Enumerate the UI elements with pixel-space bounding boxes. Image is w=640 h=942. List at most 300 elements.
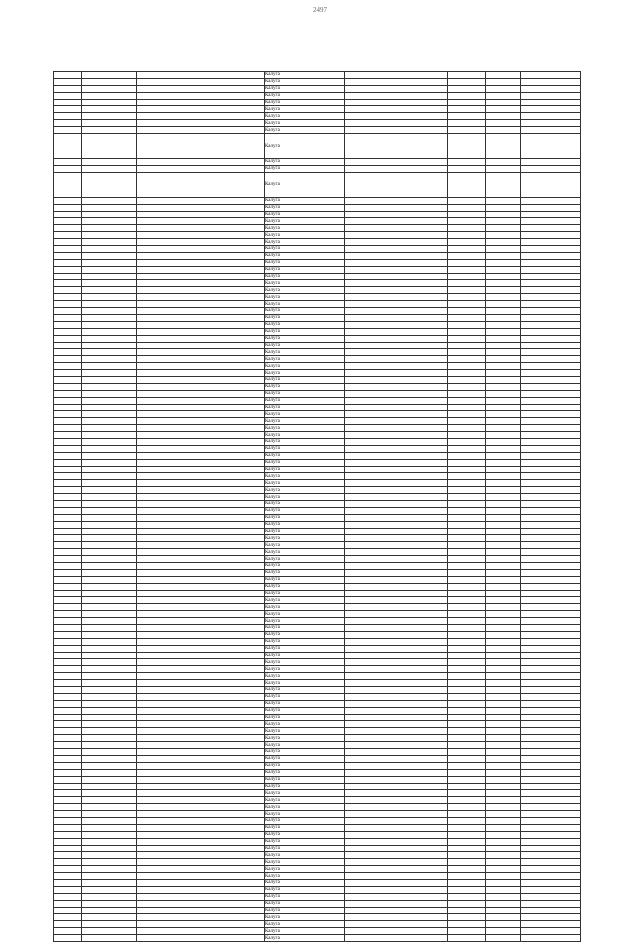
table-cell xyxy=(486,328,521,335)
table-cell xyxy=(54,411,82,418)
table-row xyxy=(54,404,581,411)
table-cell xyxy=(448,425,486,432)
table-cell xyxy=(345,521,448,528)
table-cell xyxy=(345,301,448,308)
table-cell xyxy=(54,859,82,866)
table-cell xyxy=(521,769,581,776)
table-row xyxy=(54,78,581,85)
table-cell xyxy=(82,246,137,253)
table-cell xyxy=(521,866,581,873)
table-cell xyxy=(54,811,82,818)
table-cell xyxy=(54,127,82,134)
table-cell xyxy=(345,638,448,645)
table-cell xyxy=(82,859,137,866)
table-cell xyxy=(486,742,521,749)
table-cell: Калуга xyxy=(265,266,345,273)
table-cell xyxy=(54,211,82,218)
table-cell xyxy=(345,618,448,625)
table-cell xyxy=(486,804,521,811)
table-cell xyxy=(448,714,486,721)
table-row xyxy=(54,459,581,466)
table-cell xyxy=(82,363,137,370)
table-cell xyxy=(82,390,137,397)
table-cell xyxy=(345,314,448,321)
table-cell xyxy=(54,321,82,328)
table-cell xyxy=(521,204,581,211)
table-cell xyxy=(345,113,448,120)
table-cell xyxy=(137,721,265,728)
table-cell xyxy=(521,859,581,866)
table-row xyxy=(54,494,581,501)
table-cell xyxy=(137,404,265,411)
table-cell: Калуга xyxy=(265,666,345,673)
table-cell xyxy=(486,687,521,694)
table-cell xyxy=(82,159,137,166)
table-cell xyxy=(82,687,137,694)
table-cell xyxy=(54,590,82,597)
table-cell xyxy=(54,85,82,92)
table-cell: Калуга xyxy=(265,252,345,259)
table-cell xyxy=(345,631,448,638)
table-cell xyxy=(54,762,82,769)
table-cell: Калуга xyxy=(265,707,345,714)
table-row xyxy=(54,500,581,507)
table-cell xyxy=(54,232,82,239)
table-cell: Калуга xyxy=(265,687,345,694)
table-row xyxy=(54,294,581,301)
table-cell xyxy=(448,521,486,528)
table-cell xyxy=(521,211,581,218)
table-cell xyxy=(54,576,82,583)
table-cell xyxy=(521,776,581,783)
table-cell xyxy=(486,797,521,804)
table-cell: Калуга xyxy=(265,673,345,680)
table-row xyxy=(54,259,581,266)
table-cell xyxy=(82,432,137,439)
table-cell xyxy=(521,824,581,831)
table-cell xyxy=(345,666,448,673)
table-cell xyxy=(521,172,581,197)
table-cell xyxy=(137,494,265,501)
table-cell xyxy=(54,700,82,707)
table-cell xyxy=(137,266,265,273)
table-cell: Калуга xyxy=(265,390,345,397)
table-cell: Калуга xyxy=(265,480,345,487)
table-cell: Калуга xyxy=(265,576,345,583)
table-cell xyxy=(486,776,521,783)
table-cell xyxy=(137,85,265,92)
table-cell: Калуга xyxy=(265,563,345,570)
table-cell xyxy=(521,673,581,680)
table-row xyxy=(54,473,581,480)
table-cell xyxy=(82,542,137,549)
table-cell xyxy=(448,700,486,707)
table-cell xyxy=(521,638,581,645)
table-cell xyxy=(521,438,581,445)
table-cell xyxy=(54,225,82,232)
table-cell xyxy=(521,811,581,818)
table-cell xyxy=(448,197,486,204)
table-cell xyxy=(137,459,265,466)
table-cell xyxy=(486,383,521,390)
table-cell xyxy=(82,618,137,625)
table-cell xyxy=(137,335,265,342)
table-cell xyxy=(486,280,521,287)
table-cell xyxy=(345,900,448,907)
table-cell xyxy=(521,113,581,120)
table-cell xyxy=(521,611,581,618)
page-number: 2497 xyxy=(313,6,327,14)
table-cell xyxy=(82,755,137,762)
table-cell xyxy=(345,687,448,694)
table-cell: Калуга xyxy=(265,172,345,197)
table-row xyxy=(54,165,581,172)
table-row xyxy=(54,363,581,370)
table-cell xyxy=(345,335,448,342)
table-cell xyxy=(137,535,265,542)
table-cell xyxy=(54,521,82,528)
table-cell xyxy=(82,197,137,204)
table-cell xyxy=(82,85,137,92)
table-row xyxy=(54,432,581,439)
table-cell: Калуга xyxy=(265,542,345,549)
table-cell xyxy=(137,618,265,625)
table-cell: Калуга xyxy=(265,280,345,287)
table-cell: Калуга xyxy=(265,500,345,507)
table-cell: Калуга xyxy=(265,397,345,404)
table-cell xyxy=(345,721,448,728)
table-cell: Калуга xyxy=(265,618,345,625)
table-cell xyxy=(54,349,82,356)
table-cell xyxy=(137,569,265,576)
table-cell xyxy=(486,604,521,611)
table-cell xyxy=(137,859,265,866)
table-cell xyxy=(137,728,265,735)
table-cell xyxy=(521,466,581,473)
table-cell xyxy=(448,487,486,494)
table-cell xyxy=(82,266,137,273)
table-cell xyxy=(137,134,265,159)
table-cell xyxy=(486,301,521,308)
table-cell xyxy=(486,824,521,831)
table-cell xyxy=(448,172,486,197)
table-cell xyxy=(521,383,581,390)
table-cell xyxy=(54,776,82,783)
table-cell xyxy=(54,92,82,99)
table-cell xyxy=(448,266,486,273)
table-cell: Калуга xyxy=(265,852,345,859)
table-cell xyxy=(137,287,265,294)
table-cell xyxy=(54,120,82,127)
table-cell xyxy=(82,273,137,280)
table-cell xyxy=(137,273,265,280)
table-row xyxy=(54,134,581,159)
table-cell xyxy=(137,873,265,880)
table-cell xyxy=(137,563,265,570)
table-row xyxy=(54,328,581,335)
table-cell xyxy=(82,287,137,294)
table-cell xyxy=(521,99,581,106)
table-cell: Калуга xyxy=(265,85,345,92)
table-cell: Калуга xyxy=(265,259,345,266)
table-cell xyxy=(82,342,137,349)
table-row xyxy=(54,569,581,576)
table-row xyxy=(54,127,581,134)
table-cell xyxy=(448,873,486,880)
table-cell: Калуга xyxy=(265,445,345,452)
table-cell xyxy=(486,755,521,762)
table-row xyxy=(54,873,581,880)
table-cell: Калуга xyxy=(265,652,345,659)
table-row xyxy=(54,438,581,445)
table-cell: Калуга xyxy=(265,893,345,900)
table-cell xyxy=(137,308,265,315)
table-row xyxy=(54,514,581,521)
table-row xyxy=(54,645,581,652)
table-cell xyxy=(345,824,448,831)
table-row xyxy=(54,735,581,742)
table-row xyxy=(54,576,581,583)
table-cell xyxy=(82,466,137,473)
table-cell xyxy=(448,645,486,652)
table-cell xyxy=(54,755,82,762)
table-cell xyxy=(345,78,448,85)
table-cell xyxy=(521,583,581,590)
table-cell xyxy=(486,99,521,106)
table-cell xyxy=(82,294,137,301)
table-cell xyxy=(82,172,137,197)
table-cell xyxy=(82,404,137,411)
table-cell xyxy=(521,590,581,597)
table-cell xyxy=(448,473,486,480)
table-cell xyxy=(521,604,581,611)
table-cell xyxy=(54,721,82,728)
table-cell xyxy=(345,604,448,611)
table-cell xyxy=(54,556,82,563)
table-cell xyxy=(345,85,448,92)
table-cell xyxy=(137,72,265,79)
table-cell xyxy=(486,817,521,824)
table-cell xyxy=(137,211,265,218)
table-cell xyxy=(448,397,486,404)
table-row xyxy=(54,783,581,790)
table-cell xyxy=(486,769,521,776)
table-cell xyxy=(448,466,486,473)
table-cell: Калуга xyxy=(265,120,345,127)
table-cell: Калуга xyxy=(265,859,345,866)
table-cell xyxy=(486,370,521,377)
table-cell xyxy=(521,308,581,315)
table-cell xyxy=(82,335,137,342)
table-cell xyxy=(54,165,82,172)
table-cell xyxy=(82,411,137,418)
table-cell: Калуга xyxy=(265,645,345,652)
table-cell xyxy=(521,266,581,273)
table-cell xyxy=(345,321,448,328)
table-row xyxy=(54,356,581,363)
table-cell xyxy=(345,225,448,232)
table-cell xyxy=(82,742,137,749)
table-cell xyxy=(521,921,581,928)
table-cell xyxy=(82,838,137,845)
table-cell xyxy=(54,308,82,315)
table-cell xyxy=(448,824,486,831)
table-cell xyxy=(448,866,486,873)
table-cell: Калуга xyxy=(265,459,345,466)
table-cell: Калуга xyxy=(265,494,345,501)
table-cell xyxy=(448,859,486,866)
table-cell: Калуга xyxy=(265,583,345,590)
table-cell xyxy=(137,638,265,645)
table-cell xyxy=(137,824,265,831)
table-row xyxy=(54,99,581,106)
table-cell xyxy=(137,583,265,590)
table-cell xyxy=(345,817,448,824)
table-cell xyxy=(82,776,137,783)
table-cell xyxy=(54,487,82,494)
table-cell xyxy=(486,907,521,914)
table-row xyxy=(54,549,581,556)
table-row xyxy=(54,507,581,514)
table-row xyxy=(54,197,581,204)
table-cell xyxy=(448,113,486,120)
table-cell xyxy=(521,370,581,377)
table-cell xyxy=(521,742,581,749)
table-row xyxy=(54,721,581,728)
table-cell xyxy=(486,172,521,197)
table-cell xyxy=(54,714,82,721)
table-cell xyxy=(448,287,486,294)
table-cell xyxy=(82,714,137,721)
table-cell xyxy=(521,879,581,886)
table-cell xyxy=(345,845,448,852)
table-cell xyxy=(137,356,265,363)
table-cell xyxy=(137,817,265,824)
table-cell xyxy=(448,528,486,535)
table-cell xyxy=(448,78,486,85)
table-cell xyxy=(486,425,521,432)
table-cell xyxy=(82,721,137,728)
table-cell: Калуга xyxy=(265,625,345,632)
table-cell xyxy=(345,120,448,127)
table-cell xyxy=(521,680,581,687)
table-cell xyxy=(521,563,581,570)
table-cell xyxy=(137,438,265,445)
table-cell xyxy=(448,246,486,253)
table-cell xyxy=(448,549,486,556)
table-cell: Калуга xyxy=(265,232,345,239)
table-row xyxy=(54,521,581,528)
table-cell xyxy=(448,811,486,818)
table-cell xyxy=(345,370,448,377)
table-cell xyxy=(486,728,521,735)
table-cell xyxy=(448,625,486,632)
table-cell: Калуга xyxy=(265,935,345,942)
table-cell xyxy=(521,321,581,328)
table-cell xyxy=(521,328,581,335)
table-cell xyxy=(448,411,486,418)
table-cell xyxy=(448,314,486,321)
table-cell xyxy=(82,321,137,328)
table-cell xyxy=(486,721,521,728)
table-row xyxy=(54,659,581,666)
table-cell xyxy=(345,755,448,762)
table-cell xyxy=(521,935,581,942)
table-cell xyxy=(345,266,448,273)
table-cell xyxy=(54,879,82,886)
table-cell xyxy=(137,301,265,308)
table-cell xyxy=(521,411,581,418)
table-cell xyxy=(137,500,265,507)
table-cell xyxy=(82,425,137,432)
table-cell xyxy=(82,804,137,811)
table-cell xyxy=(137,92,265,99)
table-cell xyxy=(54,652,82,659)
table-cell xyxy=(345,535,448,542)
table-cell xyxy=(486,273,521,280)
table-cell xyxy=(137,893,265,900)
table-cell xyxy=(54,172,82,197)
table-cell xyxy=(486,204,521,211)
table-cell xyxy=(521,85,581,92)
table-cell xyxy=(486,645,521,652)
table-cell xyxy=(486,556,521,563)
table-cell: Калуга xyxy=(265,845,345,852)
table-cell xyxy=(448,204,486,211)
table-cell xyxy=(486,239,521,246)
table-row xyxy=(54,879,581,886)
table-cell xyxy=(521,928,581,935)
table-row xyxy=(54,817,581,824)
table-cell xyxy=(521,797,581,804)
table-cell xyxy=(486,72,521,79)
table-cell xyxy=(82,301,137,308)
table-cell xyxy=(82,693,137,700)
table-row xyxy=(54,480,581,487)
table-cell xyxy=(82,680,137,687)
table-cell xyxy=(54,687,82,694)
table-cell xyxy=(137,831,265,838)
table-cell xyxy=(345,907,448,914)
table-cell xyxy=(54,583,82,590)
table-cell xyxy=(448,445,486,452)
table-cell xyxy=(137,159,265,166)
table-cell xyxy=(137,425,265,432)
table-cell xyxy=(82,631,137,638)
table-cell xyxy=(54,707,82,714)
table-row xyxy=(54,935,581,942)
table-cell xyxy=(137,611,265,618)
table-cell xyxy=(82,521,137,528)
table-cell xyxy=(54,797,82,804)
table-cell xyxy=(137,473,265,480)
table-cell xyxy=(448,563,486,570)
table-row xyxy=(54,535,581,542)
table-cell xyxy=(54,907,82,914)
table-row xyxy=(54,273,581,280)
table-cell: Калуга xyxy=(265,225,345,232)
table-cell xyxy=(521,432,581,439)
table-cell xyxy=(54,106,82,113)
table-cell xyxy=(345,294,448,301)
table-cell xyxy=(54,638,82,645)
table-row xyxy=(54,232,581,239)
table-row xyxy=(54,418,581,425)
table-cell xyxy=(448,638,486,645)
table-cell xyxy=(137,797,265,804)
table-cell xyxy=(521,762,581,769)
table-cell xyxy=(54,659,82,666)
